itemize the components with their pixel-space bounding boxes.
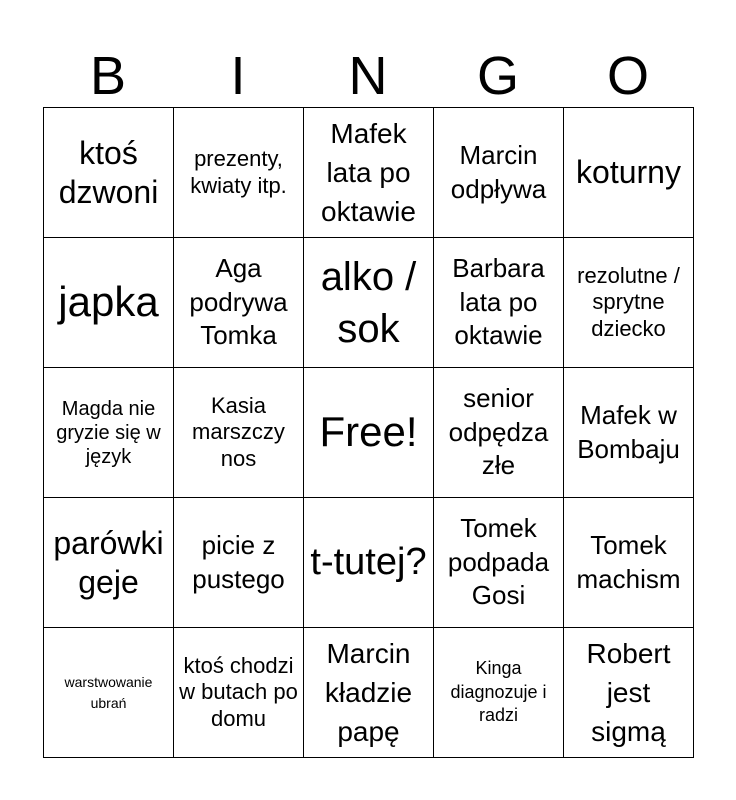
- header-letter-g: G: [476, 46, 519, 106]
- header-letter-o: O: [606, 46, 649, 106]
- bingo-cell[interactable]: ktoś chodzi w butach po domu: [174, 628, 304, 758]
- header-letter-b: B: [89, 46, 127, 106]
- bingo-cell[interactable]: Aga podrywa Tomka: [174, 238, 304, 368]
- bingo-cell[interactable]: Magda nie gryzie się w język: [44, 368, 174, 498]
- bingo-cell[interactable]: rezolutne / sprytne dziecko: [564, 238, 694, 368]
- bingo-cell[interactable]: Marcin kładzie papę: [304, 628, 434, 758]
- bingo-cell[interactable]: alko / sok: [304, 238, 434, 368]
- bingo-cell[interactable]: koturny: [564, 108, 694, 238]
- bingo-cell[interactable]: warstwowanie ubrań: [44, 628, 174, 758]
- header-letter-n: N: [348, 46, 388, 106]
- bingo-cell[interactable]: prezenty, kwiaty itp.: [174, 108, 304, 238]
- bingo-cell[interactable]: Mafek lata po oktawie: [304, 108, 434, 238]
- bingo-cell[interactable]: Marcin odpływa: [434, 108, 564, 238]
- bingo-cell[interactable]: picie z pustego: [174, 498, 304, 628]
- bingo-cell[interactable]: Kinga diagnozuje i radzi: [434, 628, 564, 758]
- bingo-cell[interactable]: Barbara lata po oktawie: [434, 238, 564, 368]
- bingo-grid: [43, 107, 694, 758]
- bingo-cell[interactable]: senior odpędza złe: [434, 368, 564, 498]
- bingo-cell[interactable]: Tomek podpada Gosi: [434, 498, 564, 628]
- bingo-cell[interactable]: japka: [44, 238, 174, 368]
- header-letter-i: I: [230, 46, 246, 106]
- bingo-header: [43, 44, 693, 108]
- bingo-cell[interactable]: Robert jest sigmą: [564, 628, 694, 758]
- bingo-cell[interactable]: Tomek machism: [564, 498, 694, 628]
- bingo-cell[interactable]: Kasia marszczy nos: [174, 368, 304, 498]
- free-space[interactable]: Free!: [304, 368, 434, 498]
- bingo-cell[interactable]: ktoś dzwoni: [44, 108, 174, 238]
- bingo-cell[interactable]: parówki geje: [44, 498, 174, 628]
- bingo-cell[interactable]: Mafek w Bombaju: [564, 368, 694, 498]
- bingo-cell[interactable]: t-tutej?: [304, 498, 434, 628]
